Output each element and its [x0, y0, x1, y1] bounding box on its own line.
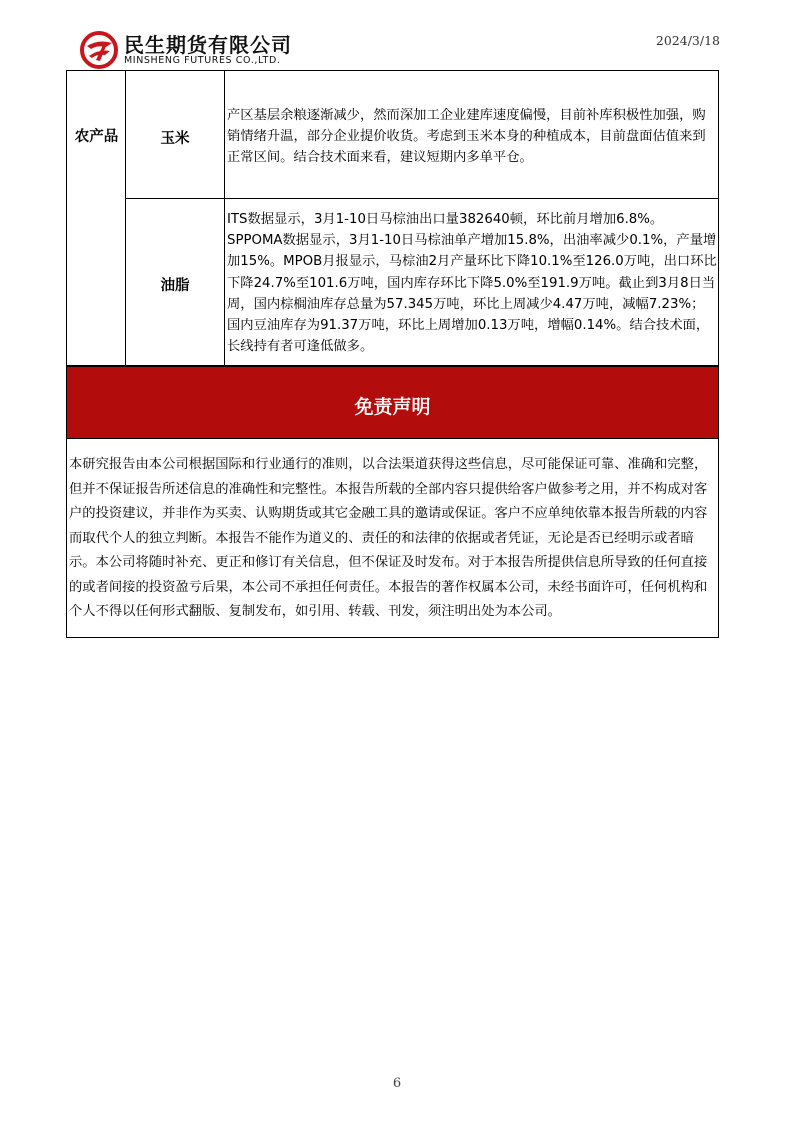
commodity-name-corn: 玉米: [160, 131, 190, 147]
commodity-name-oil: 油脂: [160, 278, 190, 294]
report-date: 2024/3/18: [655, 33, 720, 48]
category-cell: [67, 71, 126, 365]
minsheng-logo-icon: [79, 30, 119, 70]
disclaimer-banner: [66, 366, 719, 439]
disclaimer-box: [66, 439, 719, 638]
commodity-desc-corn: 产区基层余粮逐渐减少，然而深加工企业建库速度偏慢，目前补库积极性加强，购销情绪升温，部分企业提价收货。考虑到玉米本身的种植成本，目前盘面估值来到正常区间。结合技术面来看，建议短期内多单平仓。: [227, 108, 706, 166]
commodity-name-cell-corn: [126, 71, 225, 199]
page-number: 6: [392, 1076, 402, 1091]
commodity-table: [66, 70, 719, 366]
page-header: [0, 0, 794, 72]
commodity-desc-oil: ITS数据显示，3月1-10日马棕油出口量382640顿，环比前月增加6.8%。SPPOMA数据显示，3月1-10日马棕油单产增加15.8%，出油率减少0.1%，产量增加15%。MPOB月报显示，马棕油2月产量环比下降10.1%至126.0万吨，出口环比下降24.7%至101.6万吨，国内库存环比下降5.0%至191.9万吨。截止到3月8日当周，国内棕榈油库存总量为57.345万吨，环比上周减少4.47万吨，减幅7.23%；国内豆油库存为91.37万吨，环比上周增加0.13万吨，增幅0.14%。结合技术面，长线持有者可逢低做多。: [227, 212, 717, 355]
company-name-en: MINSHENG FUTURES CO.,LTD.: [124, 55, 281, 66]
disclaimer-text: 本研究报告由本公司根据国际和行业通行的准则，以合法渠道获得这些信息，尽可能保证可靠、准确和完整，但并不保证报告所述信息的准确性和完整性。本报告所载的全部内容只提供给客户做参考之用，并不构成对客户的投资建议，并非作为买卖、认购期货或其它金融工具的邀请或保证。客户不应单纯依靠本报告所载的内容而取代个人的独立判断。本报告不能作为道义的、责任的和法律的依据或者凭证，无论是否已经明示或者暗示。本公司将随时补充、更正和修订有关信息，但不保证及时发布。对于本报告所提供信息所导致的任何直接的或者间接的投资盈亏后果，本公司不承担任何责任。本报告的著作权属本公司，未经书面许可，任何机构和个人不得以任何形式翻版、复制发布，如引用、转载、刊发，须注明出处为本公司。: [69, 457, 708, 619]
category-label: 农产品: [74, 129, 119, 145]
disclaimer-title: 免责声明: [354, 396, 431, 418]
commodity-name-cell-oil: [126, 199, 225, 365]
commodity-desc-cell-oil: [225, 199, 718, 365]
company-name-cn: 民生期货有限公司: [124, 33, 292, 57]
commodity-desc-cell-corn: [225, 71, 718, 199]
